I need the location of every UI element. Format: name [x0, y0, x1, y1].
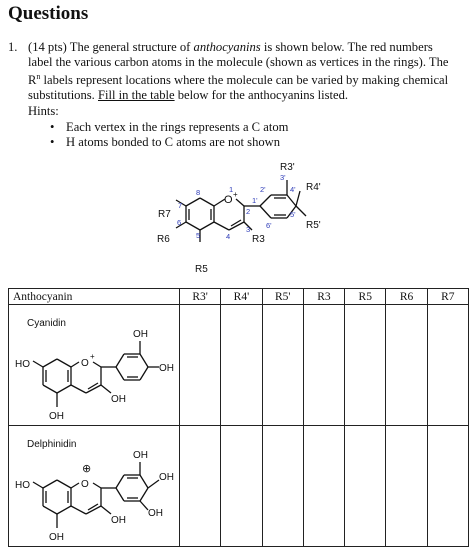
svg-text:OH: OH	[111, 394, 126, 405]
svg-text:O: O	[81, 358, 89, 369]
molecule-name-cyanidin: Cyanidin	[27, 318, 66, 329]
column-header-r7: R7	[427, 289, 468, 305]
position-1-prime: 1'	[252, 196, 258, 205]
r3-prime-answer-cell[interactable]	[180, 305, 221, 426]
r-label-r4-prime: R4'	[306, 182, 321, 193]
hints-list	[50, 120, 288, 150]
column-header-r4-prime: R4'	[221, 289, 262, 305]
r6-answer-cell[interactable]	[386, 305, 427, 426]
anthocyanins-term: anthocyanins	[193, 40, 261, 54]
r-label-r5-prime: R5'	[306, 220, 321, 231]
hint-item: • Each vertex in the rings represents a C atom	[50, 120, 288, 135]
r7-answer-cell[interactable]	[427, 305, 468, 426]
svg-text:OH: OH	[49, 532, 64, 543]
table-header-row	[9, 289, 469, 305]
r4-prime-answer-cell[interactable]	[221, 305, 262, 426]
r-label-r7: R7	[158, 209, 171, 220]
svg-text:OH: OH	[133, 450, 148, 461]
position-2-prime: 2'	[260, 185, 266, 194]
anthocyanin-table	[8, 288, 469, 547]
position-3-prime: 3'	[280, 173, 286, 182]
delphinidin-structure	[9, 426, 180, 546]
position-1: 1	[229, 185, 234, 194]
position-4: 4	[226, 232, 231, 241]
anthocyanin-general-structure	[140, 150, 360, 285]
r5-answer-cell[interactable]	[345, 426, 386, 547]
cyanidin-structure-cell	[9, 305, 180, 426]
column-header-r3-prime: R3'	[180, 289, 221, 305]
r3-prime-answer-cell[interactable]	[180, 426, 221, 547]
cyanidin-structure	[9, 305, 180, 425]
r6-answer-cell[interactable]	[386, 426, 427, 547]
svg-text:+: +	[90, 352, 95, 361]
r5-answer-cell[interactable]	[345, 305, 386, 426]
page-heading: Questions	[8, 3, 89, 24]
question-text	[28, 40, 468, 102]
question-line-4: substitutions. Fill in the table below for the anthocyanins listed.	[28, 87, 349, 102]
question-number: 1.	[8, 40, 18, 54]
svg-text:OH: OH	[133, 329, 148, 340]
position-6-prime: 6'	[266, 221, 272, 230]
r-label-r3-prime: R3'	[280, 162, 295, 173]
molecule-name-delphinidin: Delphinidin	[27, 439, 77, 450]
position-2: 2	[246, 207, 251, 216]
position-7: 7	[178, 201, 183, 210]
r5-prime-answer-cell[interactable]	[262, 426, 303, 547]
svg-text:⊕: ⊕	[82, 463, 92, 475]
svg-text:OH: OH	[148, 508, 163, 519]
svg-text:OH: OH	[159, 363, 174, 374]
column-header-anthocyanin: Anthocyanin	[9, 289, 180, 305]
positive-charge: +	[233, 190, 238, 199]
r5-prime-answer-cell[interactable]	[262, 305, 303, 426]
question-line-2: label the various carbon atoms in the molecule (shown as vertices in the rings). The	[28, 54, 449, 69]
r4-prime-answer-cell[interactable]	[221, 426, 262, 547]
svg-text:OH: OH	[159, 472, 174, 483]
r3-answer-cell[interactable]	[303, 426, 344, 547]
position-5: 5	[196, 231, 201, 240]
table-row	[9, 305, 469, 426]
r7-answer-cell[interactable]	[427, 426, 468, 547]
svg-text:HO: HO	[15, 359, 30, 370]
question-line-1: (14 pts) The general structure of anthocyanins is shown below. The red numbers	[28, 40, 433, 54]
r-label-r3: R3	[252, 234, 265, 245]
r-label-r6: R6	[157, 234, 170, 245]
svg-text:OH: OH	[111, 515, 126, 526]
delphinidin-structure-cell	[9, 426, 180, 547]
position-6: 6	[177, 218, 182, 227]
position-5-prime: 5'	[290, 210, 296, 219]
ring-oxygen-atom: O	[224, 194, 233, 206]
r3-answer-cell[interactable]	[303, 305, 344, 426]
column-header-r6: R6	[386, 289, 427, 305]
position-8: 8	[196, 188, 201, 197]
svg-text:O: O	[81, 479, 89, 490]
svg-text:HO: HO	[15, 480, 30, 491]
table-row	[9, 426, 469, 547]
column-header-r5-prime: R5'	[262, 289, 303, 305]
hint-item: • H atoms bonded to C atoms are not shown	[50, 135, 288, 150]
r-label-r5: R5	[195, 264, 208, 275]
hints-title: Hints:	[28, 104, 59, 118]
column-header-r3: R3	[303, 289, 344, 305]
question-line-3: $R^n$ labels represent locations where the molecule can be varied by making chemical	[28, 71, 449, 87]
position-4-prime: 4'	[290, 185, 296, 194]
svg-text:OH: OH	[49, 411, 64, 422]
position-3: 3	[246, 225, 251, 234]
fill-table-instruction: Fill in the table	[97, 87, 175, 102]
column-header-r5: R5	[345, 289, 386, 305]
